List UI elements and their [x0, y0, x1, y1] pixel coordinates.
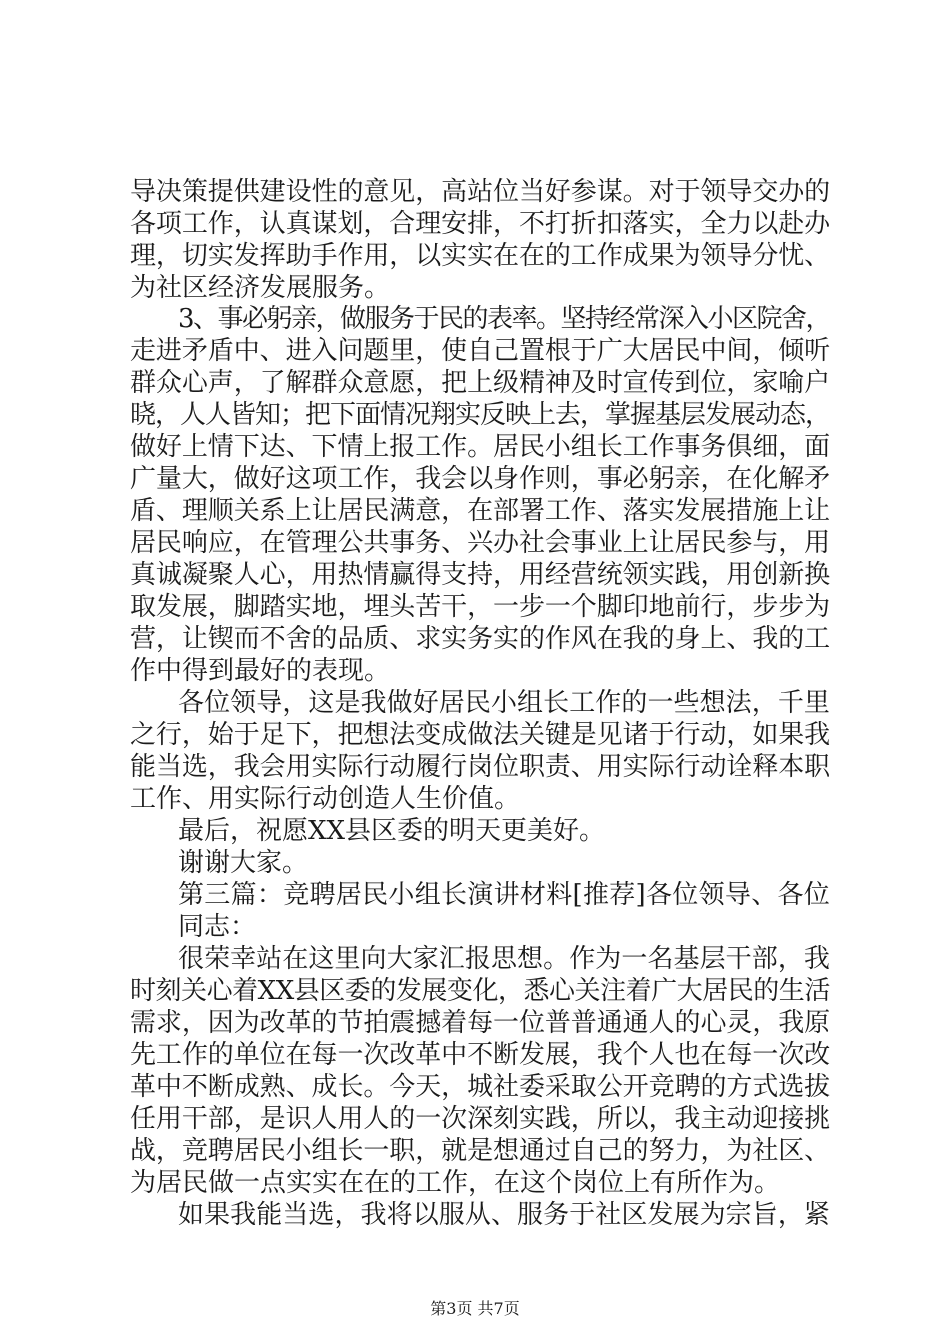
text-line: 各位领导，这是我做好居民小组长工作的一些想法，千里: [178, 688, 831, 718]
text-line: 如果我能当选，我将以服从、服务于社区发展为宗旨，紧: [178, 1200, 831, 1230]
text-line: 需求，因为改革的节拍震撼着每一位普普通通人的心灵，我原: [130, 1008, 831, 1038]
text-line: 工作、用实际行动创造人生价值。: [130, 784, 521, 814]
text-line: 3、事必躬亲，做服务于民的表率。坚持经常深入小区院舍，: [178, 304, 831, 334]
text-line: 晓，人人皆知；把下面情况翔实反映上去，掌握基层发展动态，: [130, 400, 831, 430]
text-line: 广量大，做好这项工作，我会以身作则，事必躬亲，在化解矛: [130, 464, 831, 494]
text-line: 营，让锲而不舍的品质、求实务实的作风在我的身上、我的工: [130, 624, 831, 654]
text-line: 能当选，我会用实际行动履行岗位职责、用实际行动诠释本职: [130, 752, 831, 782]
text-line: 取发展，脚踏实地，埋头苦干，一步一个脚印地前行，步步为: [130, 592, 831, 622]
text-line: 第三篇：竞聘居民小组长演讲材料[推荐]各位领导、各位: [178, 880, 831, 910]
text-line: 导决策提供建设性的意见，高站位当好参谋。对于领导交办的: [130, 177, 831, 207]
text-line: 任用干部，是识人用人的一次深刻实践，所以，我主动迎接挑: [130, 1104, 831, 1134]
text-line: 为居民做一点实实在在的工作，在这个岗位上有所作为。: [130, 1168, 781, 1198]
text-line: 谢谢大家。: [178, 848, 309, 878]
text-line: 盾、理顺关系上让居民满意，在部署工作、落实发展措施上让: [130, 496, 831, 526]
text-line: 时刻关心着XX县区委的发展变化，悉心关注着广大居民的生活: [130, 976, 830, 1006]
page-footer: 第3页 共7页: [430, 1299, 520, 1318]
text-line: 战，竞聘居民小组长一职，就是想通过自己的努力，为社区、: [130, 1136, 831, 1166]
text-line: 同志：: [178, 912, 257, 942]
text-line: 群众心声，了解群众意愿，把上级精神及时宣传到位，家喻户: [130, 368, 831, 398]
text-line: 居民响应，在管理公共事务、兴办社会事业上让居民参与，用: [130, 528, 831, 558]
text-line: 先工作的单位在每一次改革中不断发展，我个人也在每一次改: [130, 1040, 831, 1070]
text-line: 理，切实发挥助手作用，以实实在在的工作成果为领导分忧、: [130, 241, 831, 271]
text-line: 革中不断成熟、成长。今天，城社委采取公开竞聘的方式选拔: [130, 1072, 831, 1102]
text-line: 作中得到最好的表现。: [130, 656, 391, 686]
text-line: 各项工作，认真谋划，合理安排，不打折扣落实，全力以赴办: [130, 209, 831, 239]
text-line: 做好上情下达、下情上报工作。居民小组长工作事务俱细，面: [130, 432, 831, 462]
text-line: 为社区经济发展服务。: [130, 273, 391, 303]
text-line: 真诚凝聚人心，用热情赢得支持，用经营统领实践，用创新换: [130, 560, 831, 590]
text-line: 最后，祝愿XX县区委的明天更美好。: [178, 816, 606, 846]
text-line: 走进矛盾中、进入问题里，使自己置根于广大居民中间，倾听: [130, 336, 831, 366]
text-line: 很荣幸站在这里向大家汇报思想。作为一名基层干部，我: [178, 944, 831, 974]
text-line: 之行，始于足下，把想法变成做法关键是见诸于行动，如果我: [130, 720, 831, 750]
